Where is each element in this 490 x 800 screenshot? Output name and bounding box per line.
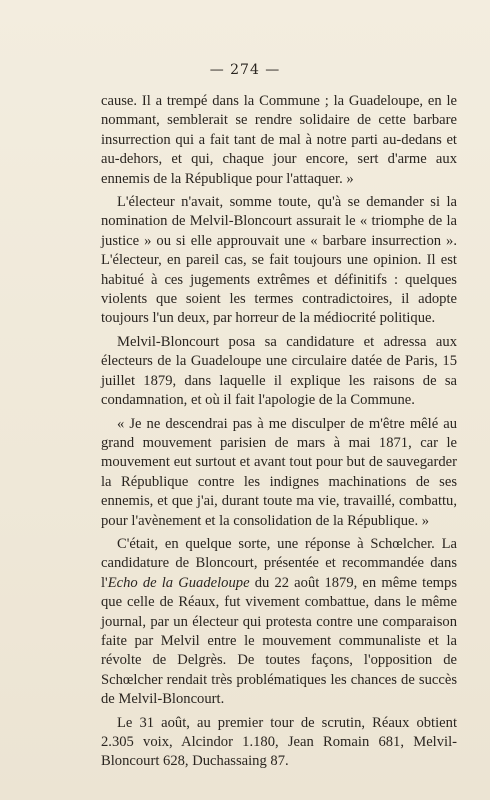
newspaper-title: Echo de la Guadeloupe [107,574,250,591]
page-number: — 274 — [209,62,281,78]
body-text [101,92,457,776]
paragraph-4-quotation: « Je ne descendrai pas à me disculper de m'être mêlé au grand mouvement parisien de mars à mai 1871, car le mouvement eut surtout et avant tout pour but de sauvegarder la République contre les indignes machinations de ses ennemis, et que j'ai, durant toute ma vie, travaillé, combattu, pour l'avènement et la consolidation de la République. » [101,415,457,529]
paragraph-3: Melvil-Bloncourt posa sa candidature et adressa aux électeurs de la Guadeloupe une circulaire datée de Paris, 15 juillet 1879, dans laquelle il explique les raisons de sa condamnation, et où il fait l'apologie de la Commune. [101,333,457,409]
paragraph-2: L'électeur n'avait, somme toute, qu'à se demander si la nomination de Melvil-Bloncourt assurait le « triomphe de la justice » ou si elle approuvait une « barbare insurrection ». L'électeur, en pareil cas, se fait toujours une opinion. Il est habitué à ces jugements extrêmes et définitifs : quelques violents que soient les termes contradictoires, il adopte toujours l'un deux, par horreur de la médiocrité politique. [101,194,457,327]
paragraph-5-start: C'était, en quelque sorte, une réponse à Schœlcher. La candidature de Bloncourt, présentée et recommandée dans l' [101,535,457,591]
paragraph-1: cause. Il a trempé dans la Commune ; la Guadeloupe, en le nommant, semblerait se rendre solidaire de cette barbare insurrection qui a fait tant de mal à notre parti au-dedans et au-dehors, et qui, chaque jour encore, sert d'arme aux ennemis de la République pour l'attaquer. » [101,93,457,187]
paragraph-5-end: du 22 août 1879, en même temps que celle de Réaux, fut vivement combattue, dans le même journal, par un électeur qui protesta contre une comparaison faite par Melvil entre le mouvement communaliste et la révolte de Delgrès. De toutes façons, l'opposition de Schœlcher rendait très problématiques les chances de succès de Melvil-Bloncourt. [101,574,457,708]
paragraph-6: Le 31 août, au premier tour de scrutin, Réaux obtient 2.305 voix, Alcindor 1.180, Jean Romain 681, Melvil-Bloncourt 628, Duchassaing 87. [101,714,457,770]
paragraph-5 [101,535,457,710]
